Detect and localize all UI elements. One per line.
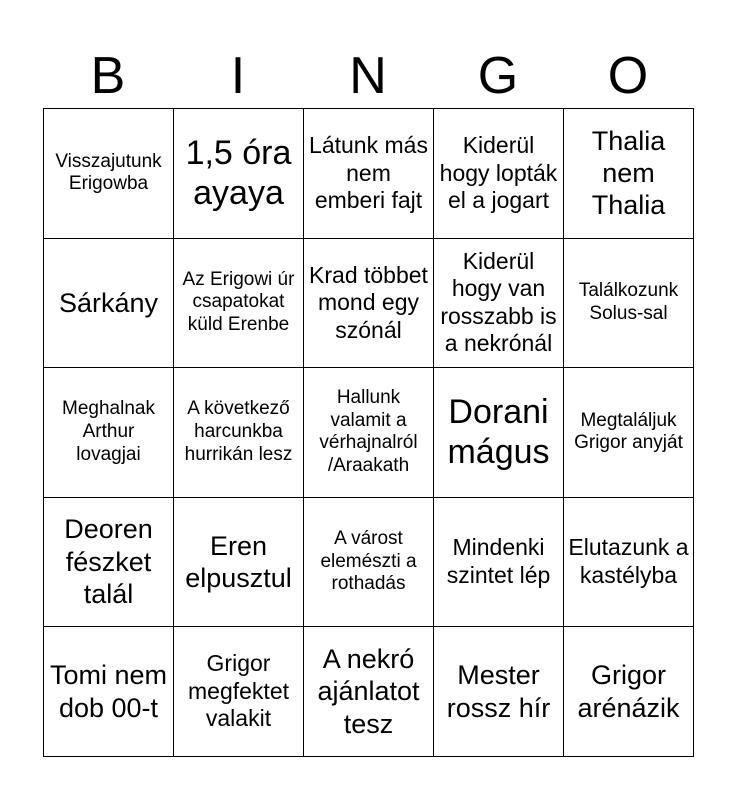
bingo-cell[interactable]: A nekró ajánlatot tesz (304, 627, 434, 757)
header-letter-n: N (349, 47, 387, 105)
bingo-cell[interactable]: Kiderül hogy van rosszabb is a nekrónál (434, 238, 564, 368)
bingo-cell[interactable]: Sárkány (44, 238, 174, 368)
bingo-cell[interactable]: Thalia nem Thalia (564, 109, 694, 239)
bingo-row (44, 497, 694, 627)
bingo-cell[interactable]: Az Erigowi úr csapatokat küld Erenbe (174, 238, 304, 368)
bingo-cell[interactable]: A következő harcunkba hurrikán lesz (174, 368, 304, 498)
bingo-cell[interactable]: Dorani mágus (434, 368, 564, 498)
bingo-cell[interactable]: Grigor megfektet valakit (174, 627, 304, 757)
header-letter-o: O (607, 47, 649, 105)
bingo-cell[interactable]: Krad többet mond egy szónál (304, 238, 434, 368)
bingo-cell[interactable]: Grigor arénázik (564, 627, 694, 757)
bingo-cell[interactable]: 1,5 óra ayaya (174, 109, 304, 239)
bingo-cell[interactable]: Megtaláljuk Grigor anyját (564, 368, 694, 498)
bingo-cell[interactable]: Visszajutunk Erigowba (44, 109, 174, 239)
header-letter-b: B (90, 47, 126, 105)
bingo-header (43, 44, 693, 108)
bingo-cell[interactable]: Tomi nem dob 00-t (44, 627, 174, 757)
bingo-cell[interactable]: Meghalnak Arthur lovagjai (44, 368, 174, 498)
bingo-row (44, 627, 694, 757)
bingo-cell[interactable]: Elutazunk a kastélyba (564, 497, 694, 627)
bingo-cell[interactable]: Eren elpusztul (174, 497, 304, 627)
header-letter-g: G (477, 47, 519, 105)
bingo-cell[interactable]: Mindenki szintet lép (434, 497, 564, 627)
bingo-grid (43, 108, 694, 757)
bingo-cell[interactable]: Mester rossz hír (434, 627, 564, 757)
bingo-cell[interactable]: A várost elemészti a rothadás (304, 497, 434, 627)
bingo-cell[interactable]: Kiderül hogy lopták el a jogart (434, 109, 564, 239)
bingo-cell[interactable]: Találkozunk Solus-sal (564, 238, 694, 368)
bingo-cell[interactable]: Látunk más nem emberi fajt (304, 109, 434, 239)
header-letter-i: I (230, 47, 246, 105)
bingo-row (44, 238, 694, 368)
bingo-row (44, 109, 694, 239)
bingo-row (44, 368, 694, 498)
bingo-cell[interactable]: Deoren fészket talál (44, 497, 174, 627)
bingo-cell[interactable]: Hallunk valamit a vérhajnalról /Araakath (304, 368, 434, 498)
